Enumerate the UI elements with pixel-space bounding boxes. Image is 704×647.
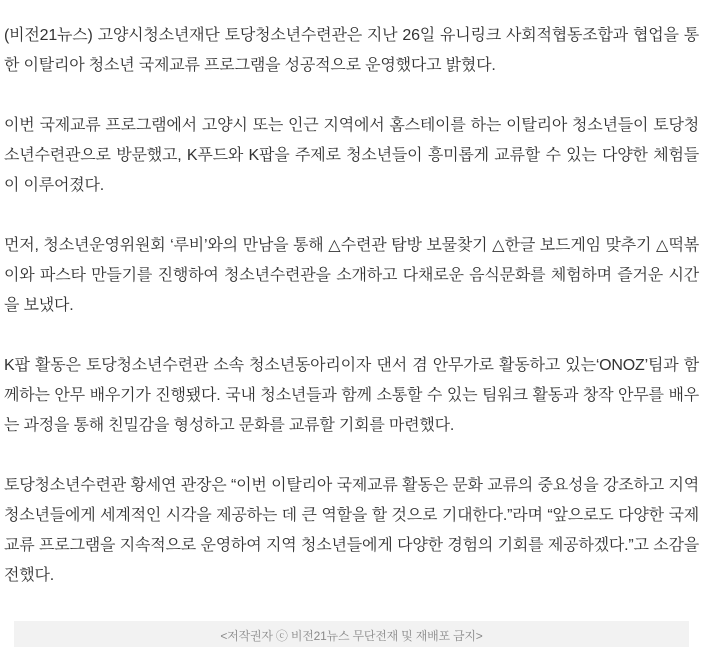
article-paragraph-kpop-activities: K팝 활동은 토당청소년수련관 소속 청소년동아리이자 댄서 겸 안무가로 활동하고 있는‘ONOZ’팀과 함께하는 안무 배우기가 진행됐다. 국내 청소년들과 함께 소통할 수 있는 팀워크 활동과 창작 안무를 배우는 과정을 통해 친밀감을 형성하고 문화를 교류할 기회를 마련했다. [4,357,699,434]
article-paragraph-director-quote: 토당청소년수련관 황세연 관장은 “이번 이탈리아 국제교류 활동은 문화 교류의 중요성을 강조하고 지역 청소년들에게 세계적인 시각을 제공하는 데 큰 역할을 할 것으로 기대한다.”라며 “앞으로도 다양한 국제교류 프로그램을 지속적으로 운영하여 지역 청소년들에게 다양한 경험의 기회를 제공하겠다.”고 소감을 전했다. [4,477,699,584]
article-paragraph-program-overview: 이번 국제교류 프로그램에서 고양시 또는 인근 지역에서 홈스테이를 하는 이탈리아 청소년들이 토당청소년수련관으로 방문했고, K푸드와 K팝을 주제로 청소년들이 흥미롭게 교류할 수 있는 다양한 체험들이 이루어졌다. [4,117,699,194]
copyright-text: <저작권자 ⓒ 비전21뉴스 무단전재 및 재배포 금지> [220,629,483,643]
copyright-notice-bar [14,621,689,647]
article-paragraph-lead: (비전21뉴스) 고양시청소년재단 토당청소년수련관은 지난 26일 유니링크 사회적협동조합과 협업을 통한 이탈리아 청소년 국제교류 프로그램을 성공적으로 운영했다고 밝혔다. [4,27,699,74]
article-paragraph-kfood-activities: 먼저, 청소년운영위원회 ‘루비’와의 만남을 통해 △수련관 탐방 보물찾기 △한글 보드게임 맞추기 △떡볶이와 파스타 만들기를 진행하여 청소년수련관을 소개하고 다채로운 음식문화를 체험하며 즐거운 시간을 보냈다. [4,237,699,314]
